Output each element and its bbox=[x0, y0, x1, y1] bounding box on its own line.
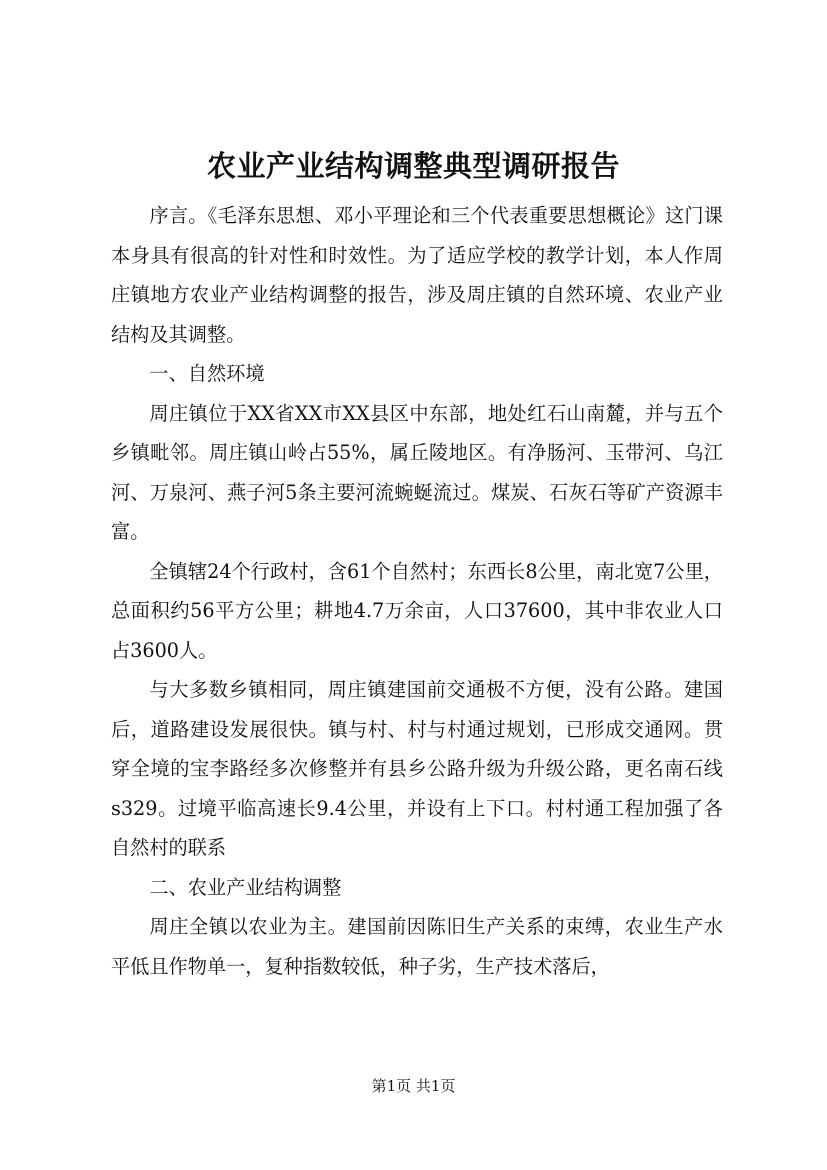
document-body bbox=[111, 196, 723, 986]
section-heading-natural-environment: 一、自然环境 bbox=[149, 362, 265, 385]
page-number-footer: 第1页 共1页 bbox=[371, 1077, 456, 1095]
paragraph-transport: 与大多数乡镇相同，周庄镇建国前交通极不方便，没有公路。建国后，道路建设发展很快。镇与村、村与村通过规划，已形成交通网。贯穿全境的宝李路经多次修整并有县乡公路升级为升级公路，更名南石线s329。过境平临高速长9.4公里，并设有上下口。村村通工程加强了各自然村的联系 bbox=[111, 678, 723, 859]
paragraph-administration: 全镇辖24个行政村，含61个自然村；东西长8公里，南北宽7公里，总面积约56平方公里；耕地4.7万余亩，人口37600，其中非农业人口占3600人。 bbox=[111, 559, 723, 662]
document-title: 农业产业结构调整典型调研报告 bbox=[206, 149, 620, 183]
section-heading-industry-adjustment: 二、农业产业结构调整 bbox=[149, 875, 342, 899]
paragraph-location: 周庄镇位于XX省XX市XX县区中东部，地处红石山南麓，并与五个乡镇毗邻。周庄镇山岭占55%，属丘陵地区。有净肠河、玉带河、乌江河、万泉河、燕子河5条主要河流蜿蜒流过。煤炭、石灰石等矿产资源丰富。 bbox=[111, 401, 723, 543]
paragraph-agriculture: 周庄全镇以农业为主。建国前因陈旧生产关系的束缚，农业生产水平低且作物单一，复种指数较低，种子劣，生产技术落后， bbox=[111, 915, 723, 978]
paragraph-preface: 序言。《毛泽东思想、邓小平理论和三个代表重要思想概论》这门课本身具有很高的针对性和时效性。为了适应学校的教学计划，本人作周庄镇地方农业产业结构调整的报告，涉及周庄镇的自然环境、农业产业结构及其调整。 bbox=[111, 204, 723, 346]
